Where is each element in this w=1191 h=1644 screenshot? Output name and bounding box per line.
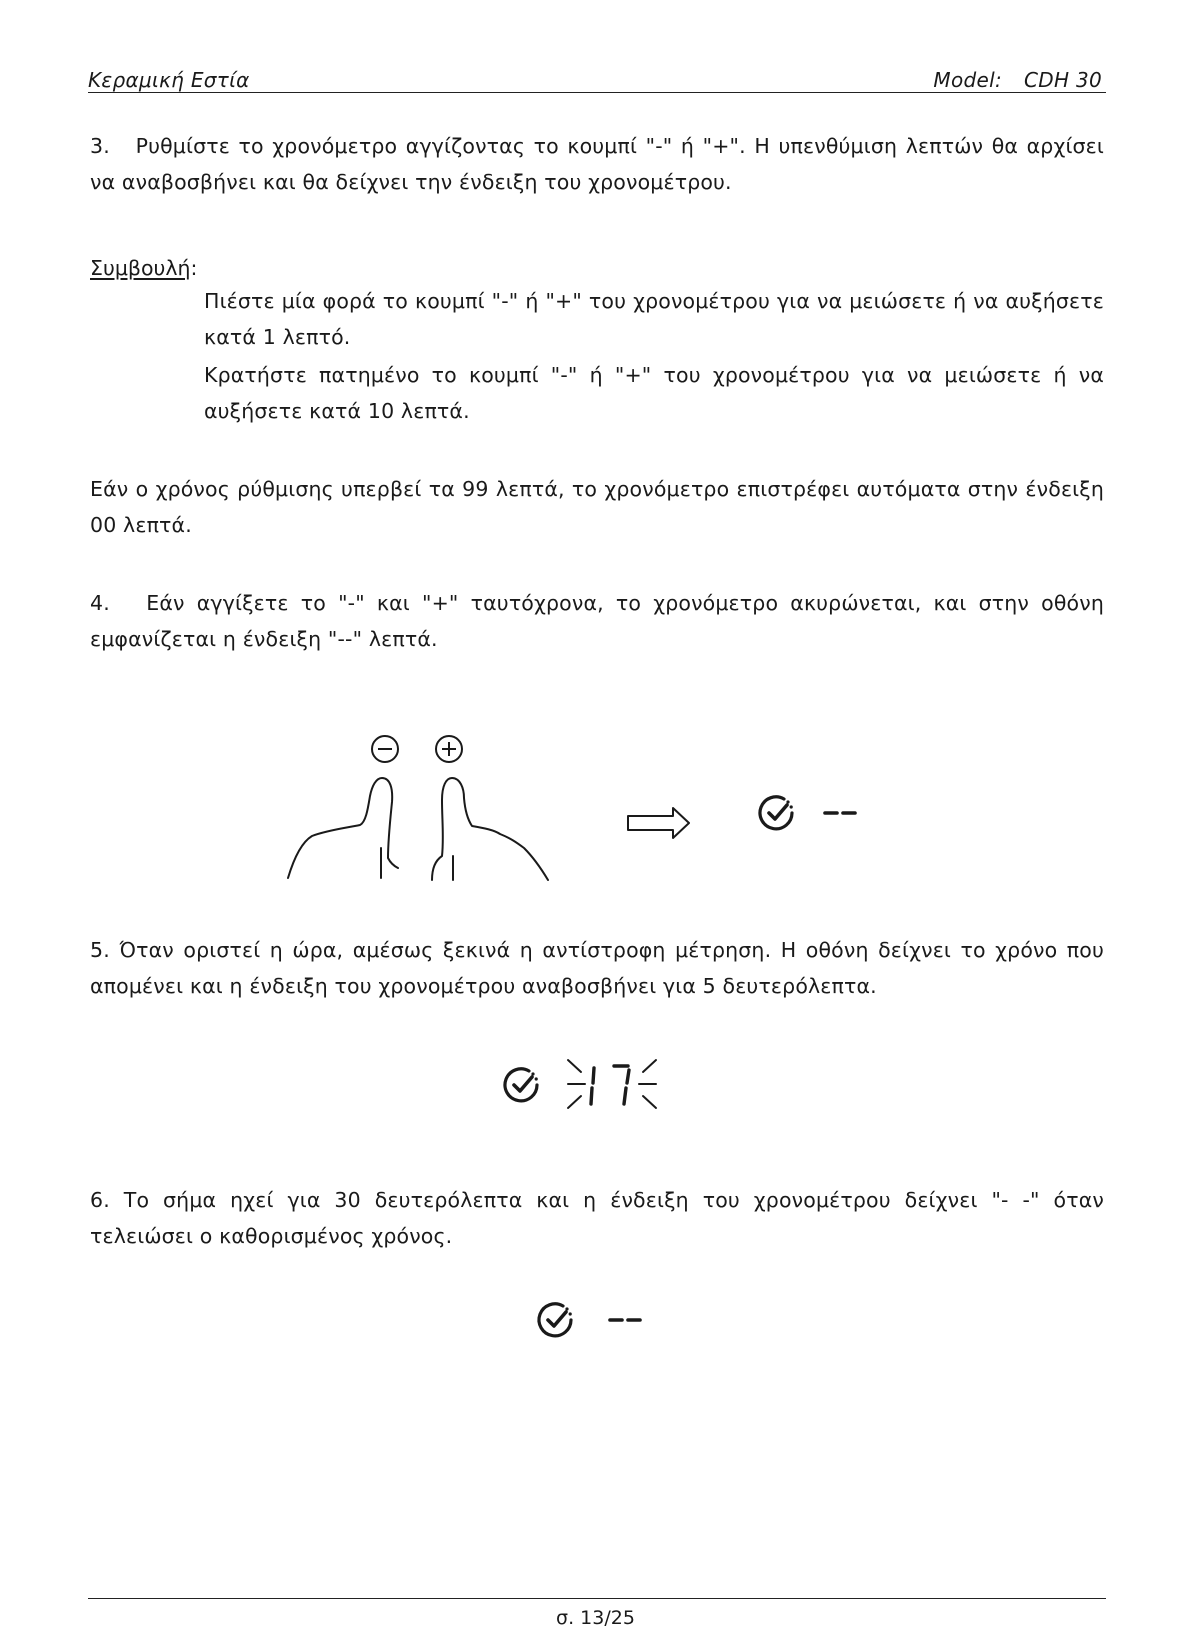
minus-circle-icon <box>372 736 398 762</box>
overflow-note: Εάν ο χρόνος ρύθμισης υπερβεί τα 99 λεπτά, το χρονόμετρο επιστρέφει αυτόματα στην ένδειξη 00 λεπτά. <box>90 477 1104 537</box>
figure-end-display <box>520 1290 680 1350</box>
section-5-text: 5. Όταν οριστεί η ώρα, αμέσως ξεκινά η αντίστροφη μέτρηση. Η οθόνη δείχνει το χρόνο που απομένει και η ένδειξη του χρονομέτρου αναβοσβήνει για 5 δευτερόλεπτα. <box>90 938 1104 998</box>
tip-label <box>90 256 197 280</box>
timer-icon <box>505 1069 538 1101</box>
timer-display-value: 17 <box>608 1129 610 1130</box>
timer-display-digits <box>591 1066 629 1104</box>
header-title: Κεραμική Εστία <box>88 68 250 92</box>
model-label: Model: <box>933 68 1002 92</box>
footer-rule <box>88 1598 1106 1599</box>
section-4-text: 4. Εάν αγγίξετε το "-" και "+" ταυτόχρονα, το χρονόμετρο ακυρώνεται, και στην οθόνη εμφανίζεται η ένδειξη "--" λεπτά. <box>90 591 1111 651</box>
tip-line-2: Κρατήστε πατημένο το κουμπί "-" ή "+" του χρονομέτρου για να μειώσετε ή να αυξήσετε κατά 10 λεπτά. <box>204 363 1104 423</box>
tip-label-colon: : <box>190 256 198 280</box>
section-6-text: 6. Το σήμα ηχεί για 30 δευτερόλεπτα και η ένδειξη του χρονομέτρου δείχνει "- -" όταν τελειώσει ο καθορισμένος χρόνος. <box>90 1188 1104 1248</box>
tip-line-1: Πιέστε μία φορά το κουμπί "-" ή "+" του χρονομέτρου για να μειώσετε ή να αυξήσετε κατά 1 λεπτό. <box>204 289 1104 349</box>
left-finger-icon <box>288 778 398 878</box>
figure-cancel-timer <box>280 730 880 890</box>
arrow-right-icon <box>628 808 689 838</box>
right-finger-icon <box>432 778 548 880</box>
timer-icon <box>760 797 793 829</box>
blink-marks-right <box>639 1060 656 1108</box>
header-model <box>933 68 1102 92</box>
page-number: σ. 13/25 <box>556 1607 635 1629</box>
model-value: CDH 30 <box>1023 68 1102 92</box>
tip-label-text: Συμβουλή <box>90 256 191 280</box>
page-header <box>88 64 1106 93</box>
section-3-text: 3. Ρυθμίστε το χρονόμετρο αγγίζοντας το κουμπί "-" ή "+". Η υπενθύμιση λεπτών θα αρχίσει να αναβοσβήνει και θα δείχνει την ένδειξη του χρονομέτρου. <box>90 134 1111 194</box>
plus-circle-icon <box>436 736 462 762</box>
figure-countdown-display <box>490 1050 690 1130</box>
timer-icon <box>539 1304 572 1336</box>
blink-marks-left <box>568 1060 585 1108</box>
